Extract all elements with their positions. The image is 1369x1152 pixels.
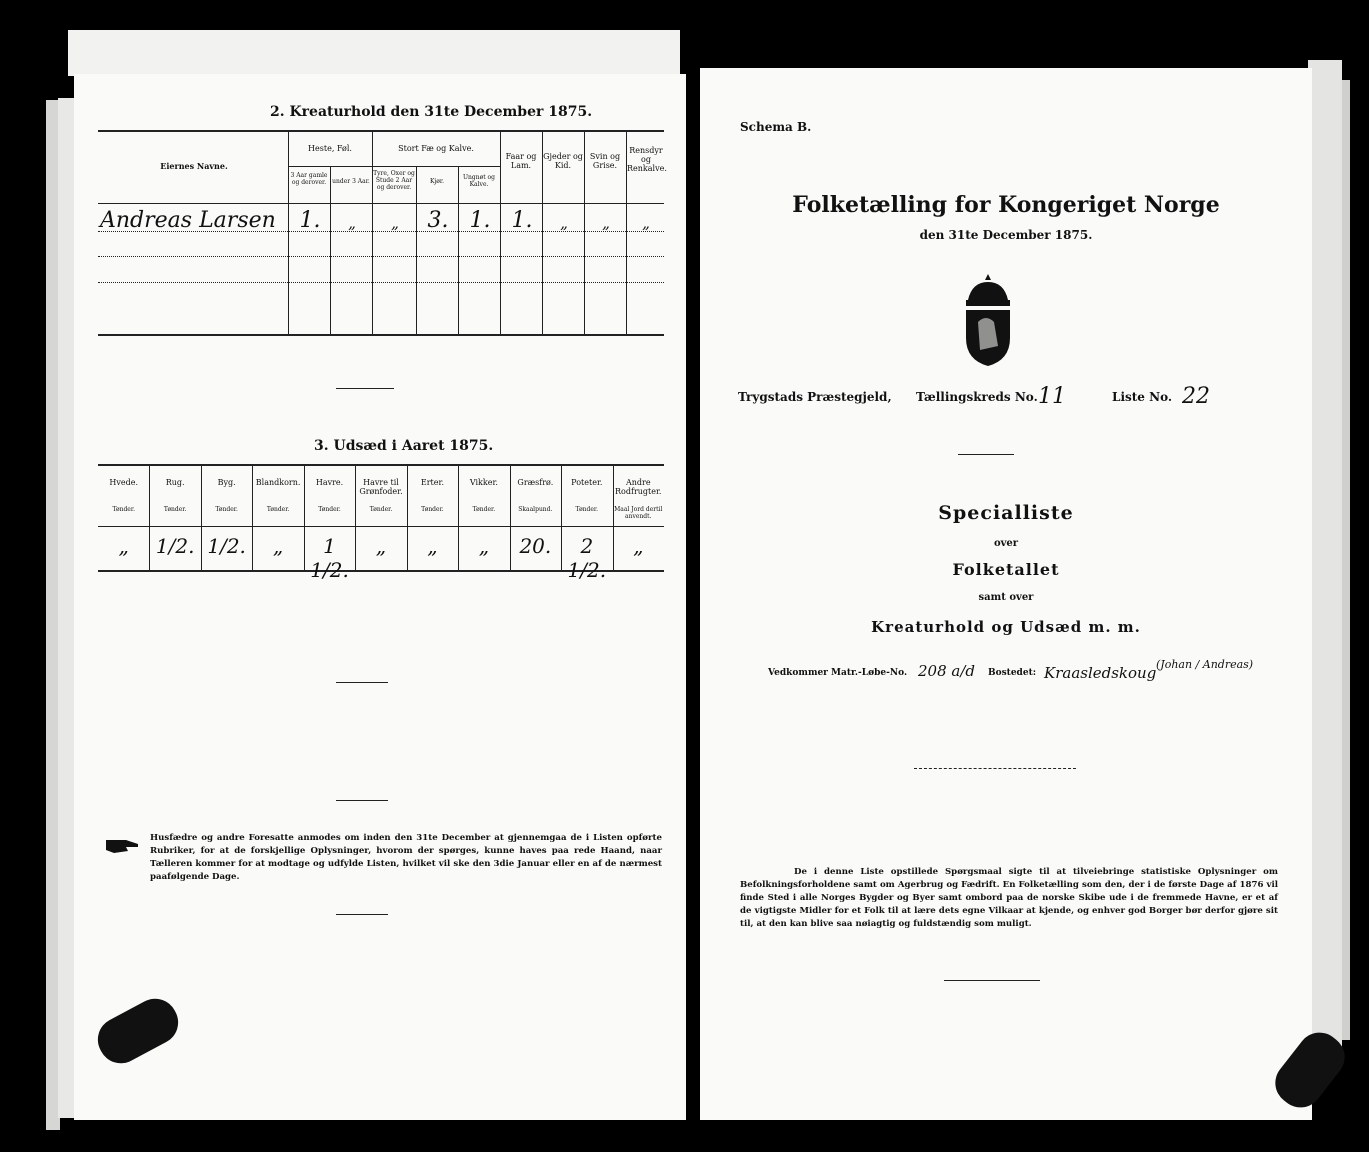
- over-text: over: [993, 538, 1019, 549]
- udsaed-value: 20.: [519, 534, 552, 558]
- table-rule: [98, 334, 664, 336]
- udsaed-col-header: Havre.: [315, 478, 344, 487]
- specialliste-title: Specialliste: [938, 502, 1074, 524]
- udsaed-col-header: Andre Rodfrugter.: [615, 478, 662, 496]
- cell-value: 1.: [299, 208, 321, 233]
- cell-value: „: [348, 214, 356, 232]
- owner-header: Eiernes Navne.: [160, 161, 228, 171]
- udsaed-col-header: Byg.: [217, 478, 236, 487]
- divider: [914, 768, 1076, 769]
- table-col-rule: [372, 130, 373, 334]
- kreaturhold-title: Kreaturhold og Udsæd m. m.: [871, 618, 1141, 636]
- table-col-rule: [330, 166, 331, 334]
- udsaed-col-unit: Tønder.: [369, 506, 393, 513]
- udsaed-col-header: Havre til Grønfoder.: [359, 478, 403, 496]
- udsaed-value: „: [633, 534, 644, 558]
- col-header: Tyre, Oxer og Stude 2 Aar og derover.: [373, 170, 415, 191]
- lobe-no: 208 a/d: [918, 662, 975, 680]
- udsaed-col-unit: Tønder.: [215, 506, 238, 513]
- page-edge: [1308, 60, 1342, 1060]
- owner-name: Andreas Larsen: [100, 208, 276, 233]
- cell-value: „: [391, 214, 399, 232]
- section3-title: 3. Udsæd i Aaret 1875.: [314, 438, 494, 454]
- table-rule: [98, 464, 664, 466]
- section2-title: 2. Kreaturhold den 31te December 1875.: [270, 104, 593, 120]
- udsaed-col-header: Blandkorn.: [255, 478, 301, 487]
- cell-value: „: [602, 214, 610, 232]
- udsaed-value: „: [375, 534, 387, 558]
- group-heste: Heste, Føl.: [308, 144, 352, 153]
- schema-label: Schema B.: [740, 120, 812, 134]
- col-header: Svin og Grise.: [589, 152, 621, 170]
- udsaed-col-unit: Tønder.: [112, 506, 135, 513]
- cell-value: „: [560, 214, 568, 232]
- divider: [944, 980, 1040, 981]
- property-label: Vedkommer Matr.-Løbe-No.: [768, 668, 908, 678]
- udsaed-value: „: [478, 534, 490, 558]
- udsaed-col-unit: Tønder.: [266, 506, 290, 513]
- udsaed-col-unit: Tønder.: [472, 506, 496, 513]
- divider: [336, 682, 388, 683]
- udsaed-value: 2 1/2.: [567, 534, 607, 582]
- census-date: den 31te December 1875.: [919, 228, 1093, 242]
- divider: [336, 388, 394, 389]
- list-value: 22: [1182, 384, 1210, 409]
- udsaed-col-unit: Skaalpund.: [518, 506, 553, 513]
- table-col-rule: [458, 166, 459, 334]
- udsaed-value: 1/2.: [155, 534, 195, 558]
- tk-label: Tællingskreds No.: [916, 390, 1038, 404]
- cell-value: 3.: [427, 208, 449, 233]
- udsaed-value: 1/2.: [207, 534, 246, 558]
- udsaed-col-unit: Tønder.: [421, 506, 444, 513]
- parish: Trygstads Præstegjeld,: [738, 390, 892, 404]
- samt-over-text: samt over: [978, 592, 1034, 603]
- table-rule: [98, 256, 664, 257]
- udsaed-col-header: Erter.: [420, 478, 444, 487]
- intro-paragraph: De i denne Liste opstillede Spørgsmaal sigte til at tilveiebringe statistiske Oplysninger om Befolkningsforholdene samt om Agerbrug og Fædrift. En Folketælling som den, der i de første Dage af 1876 vil finde Sted i alle Norges Bygder og Byer samt ombord paa de norske Skibe ude i de fremmede Havne, er et af de vigtigste Midler for et Folk til at lære dets egne Vilkaar at kjende, og enhver god Borger bør derfor gjøre sit til, at den kan blive saa nøiagtig og fuldstændig som muligt.: [740, 867, 1278, 929]
- bostedet-value: Kraasledskoug: [1044, 664, 1157, 682]
- table-rule: [98, 282, 664, 283]
- udsaed-col-header: Græsfrø.: [517, 478, 554, 487]
- table-rule: [372, 166, 500, 167]
- udsaed-col-header: Rug.: [165, 478, 185, 487]
- table-rule: [98, 203, 664, 204]
- col-header: Gjeder og Kid.: [543, 152, 583, 170]
- divider: [336, 914, 388, 915]
- cell-value: 1.: [469, 208, 491, 233]
- main-title: Folketælling for Kongeriget Norge: [792, 192, 1220, 218]
- right-page: [700, 68, 1312, 1120]
- bostedet-annotation: (Johan / Andreas): [1156, 658, 1254, 671]
- norwegian-coat-of-arms-icon: [956, 272, 1020, 368]
- udsaed-col-unit: Tønder.: [318, 506, 341, 513]
- tk-value: 11: [1038, 384, 1066, 409]
- left-page: [74, 74, 686, 1120]
- list-label: Liste No.: [1112, 390, 1173, 404]
- udsaed-col-header: Vikker.: [469, 478, 498, 487]
- udsaed-col-header: Poteter.: [571, 478, 603, 487]
- udsaed-value: 1 1/2.: [310, 534, 349, 582]
- udsaed-col-unit: Tønder.: [163, 506, 187, 513]
- divider: [958, 454, 1014, 455]
- table-col-rule: [416, 166, 417, 334]
- col-header: Kjør.: [429, 178, 445, 185]
- udsaed-value: „: [118, 534, 129, 558]
- col-header: Ungnøt og Kalve.: [462, 174, 495, 188]
- bostedet-label: Bostedet:: [988, 668, 1037, 678]
- cell-value: „: [642, 214, 650, 232]
- notice-text: Husfædre og andre Foresatte anmodes om inden den 31te December at gjennemgaa de i Listen opførte Rubriker, for at de forskjellige Oplysninger, hvorom der spørges, kunne haves paa rede Haand, naar Tælleren kommer for at modtage og udfylde Listen, hvilket vil ske den 3die Januar eller en af de nærmest paafølgende Dage.: [150, 833, 662, 882]
- udsaed-col-header: Hvede.: [109, 478, 139, 487]
- cell-value: 1.: [511, 208, 533, 233]
- folketallet-title: Folketallet: [952, 560, 1060, 579]
- under-page-strip: [68, 30, 680, 76]
- col-header: 3 Aar gamle og derover.: [290, 172, 328, 186]
- pointing-hand-icon: [104, 834, 142, 856]
- col-header: under 3 Aar.: [332, 178, 370, 185]
- udsaed-value: „: [272, 534, 284, 558]
- group-stort-fae: Stort Fæ og Kalve.: [398, 144, 474, 153]
- divider: [336, 800, 388, 801]
- udsaed-value: „: [427, 534, 438, 558]
- table-rule: [98, 130, 664, 132]
- table-rule: [98, 526, 664, 527]
- udsaed-col-unit: Tønder.: [575, 506, 599, 513]
- col-header: Faar og Lam.: [505, 152, 537, 170]
- udsaed-col-unit: Maal Jord dertil anvendt.: [614, 506, 663, 520]
- col-header: Rensdyr og Renkalve.: [627, 146, 667, 173]
